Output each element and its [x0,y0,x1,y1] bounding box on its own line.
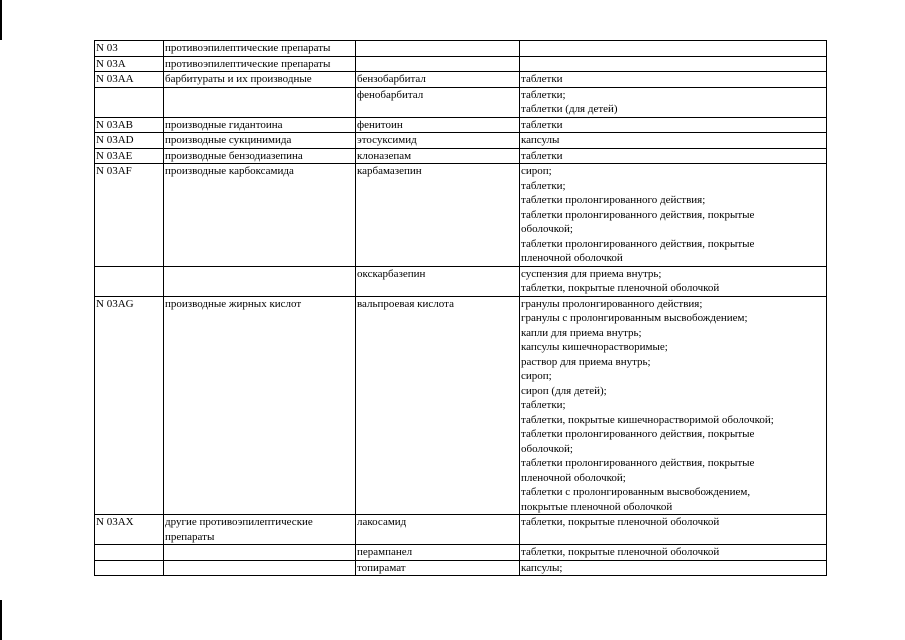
dosage-form-line: таблетки пролонгированного действия; [521,194,706,206]
atc-code-cell: N 03A [95,56,164,72]
dosage-form-line: таблетки [521,73,563,85]
dosage-form-line: таблетки, покрытые кишечнорастворимой оболочкой; [521,413,774,426]
dosage-form-line: таблетки; [521,179,566,192]
table-row [95,133,827,149]
group-name-cell: производные карбоксамида [164,164,356,267]
dosage-form-line: раствор для приема внутрь; [521,355,651,368]
drug-name-cell: лакосамид [356,515,520,545]
drug-table-body [95,41,827,576]
dosage-form-line: таблетки с пролонгированным высвобождением, [521,486,751,498]
atc-code-cell: N 03AE [95,148,164,164]
dosage-form-cell [520,266,827,296]
atc-code-cell: N 03AG [95,296,164,515]
drug-name-cell: фенобарбитал [356,87,520,117]
atc-code-cell: N 03AD [95,133,164,149]
atc-code-cell: N 03AX [95,515,164,545]
dosage-form-cell [520,545,827,561]
drug-name-cell: перампанел [356,545,520,561]
table-row [95,87,827,117]
dosage-form-cell [520,41,827,57]
dosage-form-line: таблетки пролонгированного действия, покрытые [521,457,755,469]
group-name-cell [164,266,356,296]
group-name-cell [164,545,356,561]
dosage-form-cell [520,148,827,164]
drug-name-cell: бензобарбитал [356,72,520,88]
dosage-form-line: гранулы пролонгированного действия; [521,297,703,310]
dosage-form-line: капли для приема внутрь; [521,326,642,339]
group-name-cell: барбитураты и их производные [164,72,356,88]
dosage-form-line: покрытые пленочной оболочкой [521,500,673,513]
page-edge-bottom [0,600,2,640]
dosage-form-line: оболочкой; [521,223,573,235]
dosage-form-cell [520,117,827,133]
table-row [95,296,827,515]
dosage-form-line: таблетки [521,149,563,162]
table-row [95,545,827,561]
table-row [95,41,827,57]
table-row [95,560,827,576]
atc-code-cell [95,87,164,117]
dosage-form-line: пленочной оболочкой [521,252,623,264]
dosage-form-cell [520,87,827,117]
atc-code-cell: N 03AA [95,72,164,88]
dosage-form-line: гранулы с пролонгированным высвобождением; [521,312,748,324]
atc-code-cell [95,266,164,296]
group-name-cell: противоэпилептические препараты [164,41,356,57]
dosage-form-line: сироп (для детей); [521,384,607,397]
table-row [95,148,827,164]
dosage-form-line: таблетки пролонгированного действия, покрытые [521,428,755,440]
atc-code-cell: N 03 [95,41,164,57]
dosage-form-line: таблетки, покрытые пленочной оболочкой [521,516,720,528]
dosage-form-line: оболочкой; [521,442,573,455]
dosage-form-cell [520,164,827,267]
dosage-form-line: капсулы кишечнорастворимые; [521,341,668,353]
group-name-cell: производные жирных кислот [164,296,356,515]
drug-name-cell [356,56,520,72]
dosage-form-line: пленочной оболочкой; [521,471,626,484]
group-name-cell: производные сукцинимида [164,133,356,149]
dosage-form-line: таблетки, покрытые пленочной оболочкой [521,282,720,294]
table-row [95,164,827,267]
atc-code-cell: N 03AF [95,164,164,267]
dosage-form-cell [520,133,827,149]
drug-name-cell: топирамат [356,560,520,576]
drug-table [94,40,827,576]
drug-name-cell: окскарбазепин [356,266,520,296]
dosage-form-cell [520,296,827,515]
group-name-cell [164,87,356,117]
dosage-form-line: таблетки; [521,88,566,101]
group-name-cell: производные гидантоина [164,117,356,133]
group-name-cell: другие противоэпилептические препараты [164,515,356,545]
drug-name-cell: карбамазепин [356,164,520,267]
dosage-form-line: таблетки (для детей) [521,103,618,115]
dosage-form-line: таблетки пролонгированного действия, покрытые [521,208,755,221]
dosage-form-line: таблетки; [521,399,566,411]
table-row [95,266,827,296]
drug-name-cell: фенитоин [356,117,520,133]
atc-code-cell [95,545,164,561]
dosage-form-line: сироп; [521,370,552,382]
dosage-form-line: капсулы; [521,561,563,574]
group-name-cell: противоэпилептические препараты [164,56,356,72]
atc-code-cell: N 03AB [95,117,164,133]
drug-name-cell: этосуксимид [356,133,520,149]
dosage-form-line: таблетки [521,118,563,131]
dosage-form-line: суспензия для приема внутрь; [521,267,662,280]
dosage-form-cell [520,515,827,545]
table-row [95,56,827,72]
group-name-cell: производные бензодиазепина [164,148,356,164]
dosage-form-cell [520,56,827,72]
dosage-form-line: сироп; [521,165,552,177]
dosage-form-cell [520,72,827,88]
page-edge-top [0,0,2,40]
group-name-cell [164,560,356,576]
drug-name-cell: вальпроевая кислота [356,296,520,515]
dosage-form-line: таблетки пролонгированного действия, покрытые [521,237,755,250]
table-row [95,117,827,133]
table-row [95,72,827,88]
dosage-form-cell [520,560,827,576]
drug-name-cell: клоназепам [356,148,520,164]
dosage-form-line: таблетки, покрытые пленочной оболочкой [521,546,720,558]
atc-code-cell [95,560,164,576]
dosage-form-line: капсулы [521,134,560,146]
drug-name-cell [356,41,520,57]
table-row [95,515,827,545]
